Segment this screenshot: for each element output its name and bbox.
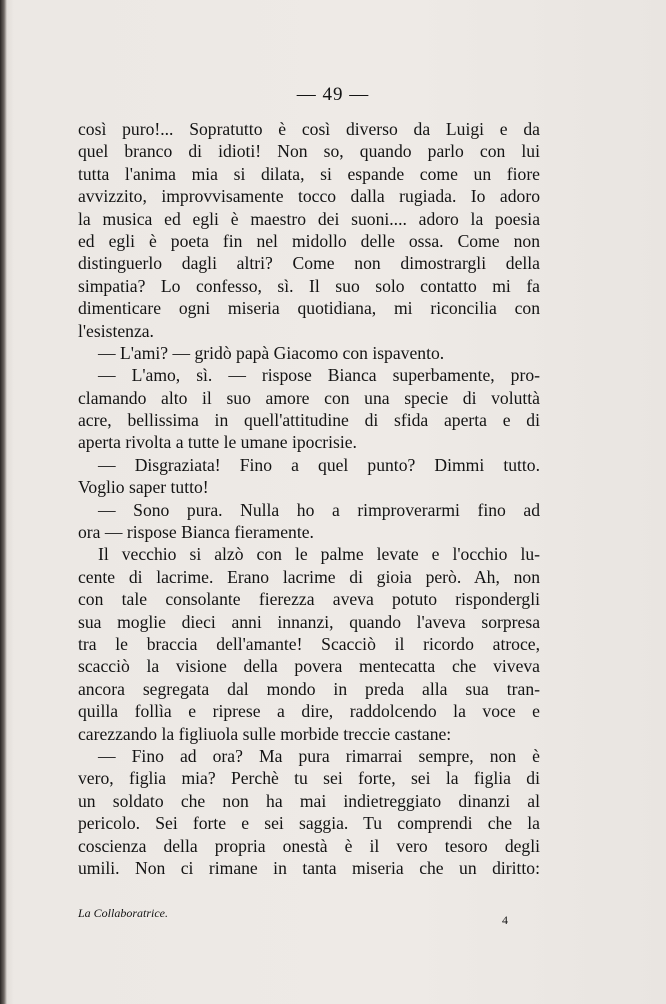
text-line: — Sono pura. Nulla ho a rimproverarmi fino ad <box>98 499 540 520</box>
text-line: — Disgraziata! Fino a quel punto? Dimmi tutto. <box>98 454 540 475</box>
text-line: ancora segregata dal mondo in preda alla sua tran- <box>78 678 540 699</box>
text-line: coscienza della propria onestà è il vero tesoro degli <box>78 835 540 856</box>
text-line: carezzando la figliuola sulle morbide treccie castane: <box>78 723 452 744</box>
text-line: Il vecchio si alzò con le palme levate e l'occhio lu- <box>98 544 540 565</box>
text-line: — L'ami? — gridò papà Giacomo con ispavento. <box>98 342 445 363</box>
text-line: scacciò la visione della povera mentecatta che viveva <box>78 656 540 677</box>
text-line: cente di lacrime. Erano lacrime di gioia però. Ah, non <box>78 566 540 587</box>
body-text <box>78 118 540 879</box>
text-line: sua moglie dieci anni innanzi, quando l'aveva sorpresa <box>78 611 540 632</box>
page-number: — 49 — <box>296 84 370 105</box>
text-line: con tale consolante fierezza aveva potuto rispondergli <box>78 589 540 610</box>
text-line: dimenticare ogni miseria quotidiana, mi riconcilia con <box>78 298 540 319</box>
text-line: tutta l'anima mia si dilata, si espande come un fiore <box>78 163 540 184</box>
text-line: ed egli è poeta fin nel midollo delle ossa. Come non <box>78 230 540 251</box>
text-line: simpatia? Lo confesso, sì. Il suo solo contatto mi fa <box>78 275 540 296</box>
text-line: Voglio saper tutto! <box>78 477 209 498</box>
text-line: tra le braccia dell'amante! Scacciò il ricordo atroce, <box>78 633 540 654</box>
text-line: così puro!... Sopratutto è così diverso da Luigi e da <box>78 119 540 139</box>
text-line: avvizzito, improvvisamente tocco dalla rugiada. Io adoro <box>78 186 540 207</box>
text-line: la musica ed egli è maestro dei suoni.... adoro la poesia <box>78 208 540 229</box>
text-line: quel branco di idioti! Non so, quando parlo con lui <box>78 141 540 162</box>
text-line: — L'amo, sì. — rispose Bianca superbamente, pro- <box>98 365 540 386</box>
text-line: ora — rispose Bianca fieramente. <box>78 522 314 543</box>
text-line: acre, bellissima in quell'attitudine di sfida aperta e di <box>78 410 540 431</box>
text-line: quilla follìa e riprese a dire, raddolcendo la voce e <box>78 701 540 722</box>
text-line: pericolo. Sei forte e sei saggia. Tu comprendi che la <box>78 813 540 834</box>
text-line: distinguerlo dagli altri? Come non dimostrargli della <box>78 253 540 274</box>
text-line: l'esistenza. <box>78 320 154 341</box>
text-line: un soldato che non ha mai indietreggiato dinanzi al <box>78 790 540 811</box>
footer-signature: La Collaboratrice. <box>78 906 169 920</box>
page-binding-edge <box>0 0 7 1004</box>
footer-signature-number: 4 <box>502 913 508 927</box>
text-line: — Fino ad ora? Ma pura rimarrai sempre, non è <box>98 745 540 766</box>
text-line: vero, figlia mia? Perchè tu sei forte, sei la figlia di <box>78 768 540 789</box>
text-line: umili. Non ci rimane in tanta miseria che un diritto: <box>78 857 540 878</box>
text-line: clamando alto il suo amore con una specie di voluttà <box>78 387 540 408</box>
text-line: aperta rivolta a tutte le umane ipocrisie. <box>78 432 357 453</box>
